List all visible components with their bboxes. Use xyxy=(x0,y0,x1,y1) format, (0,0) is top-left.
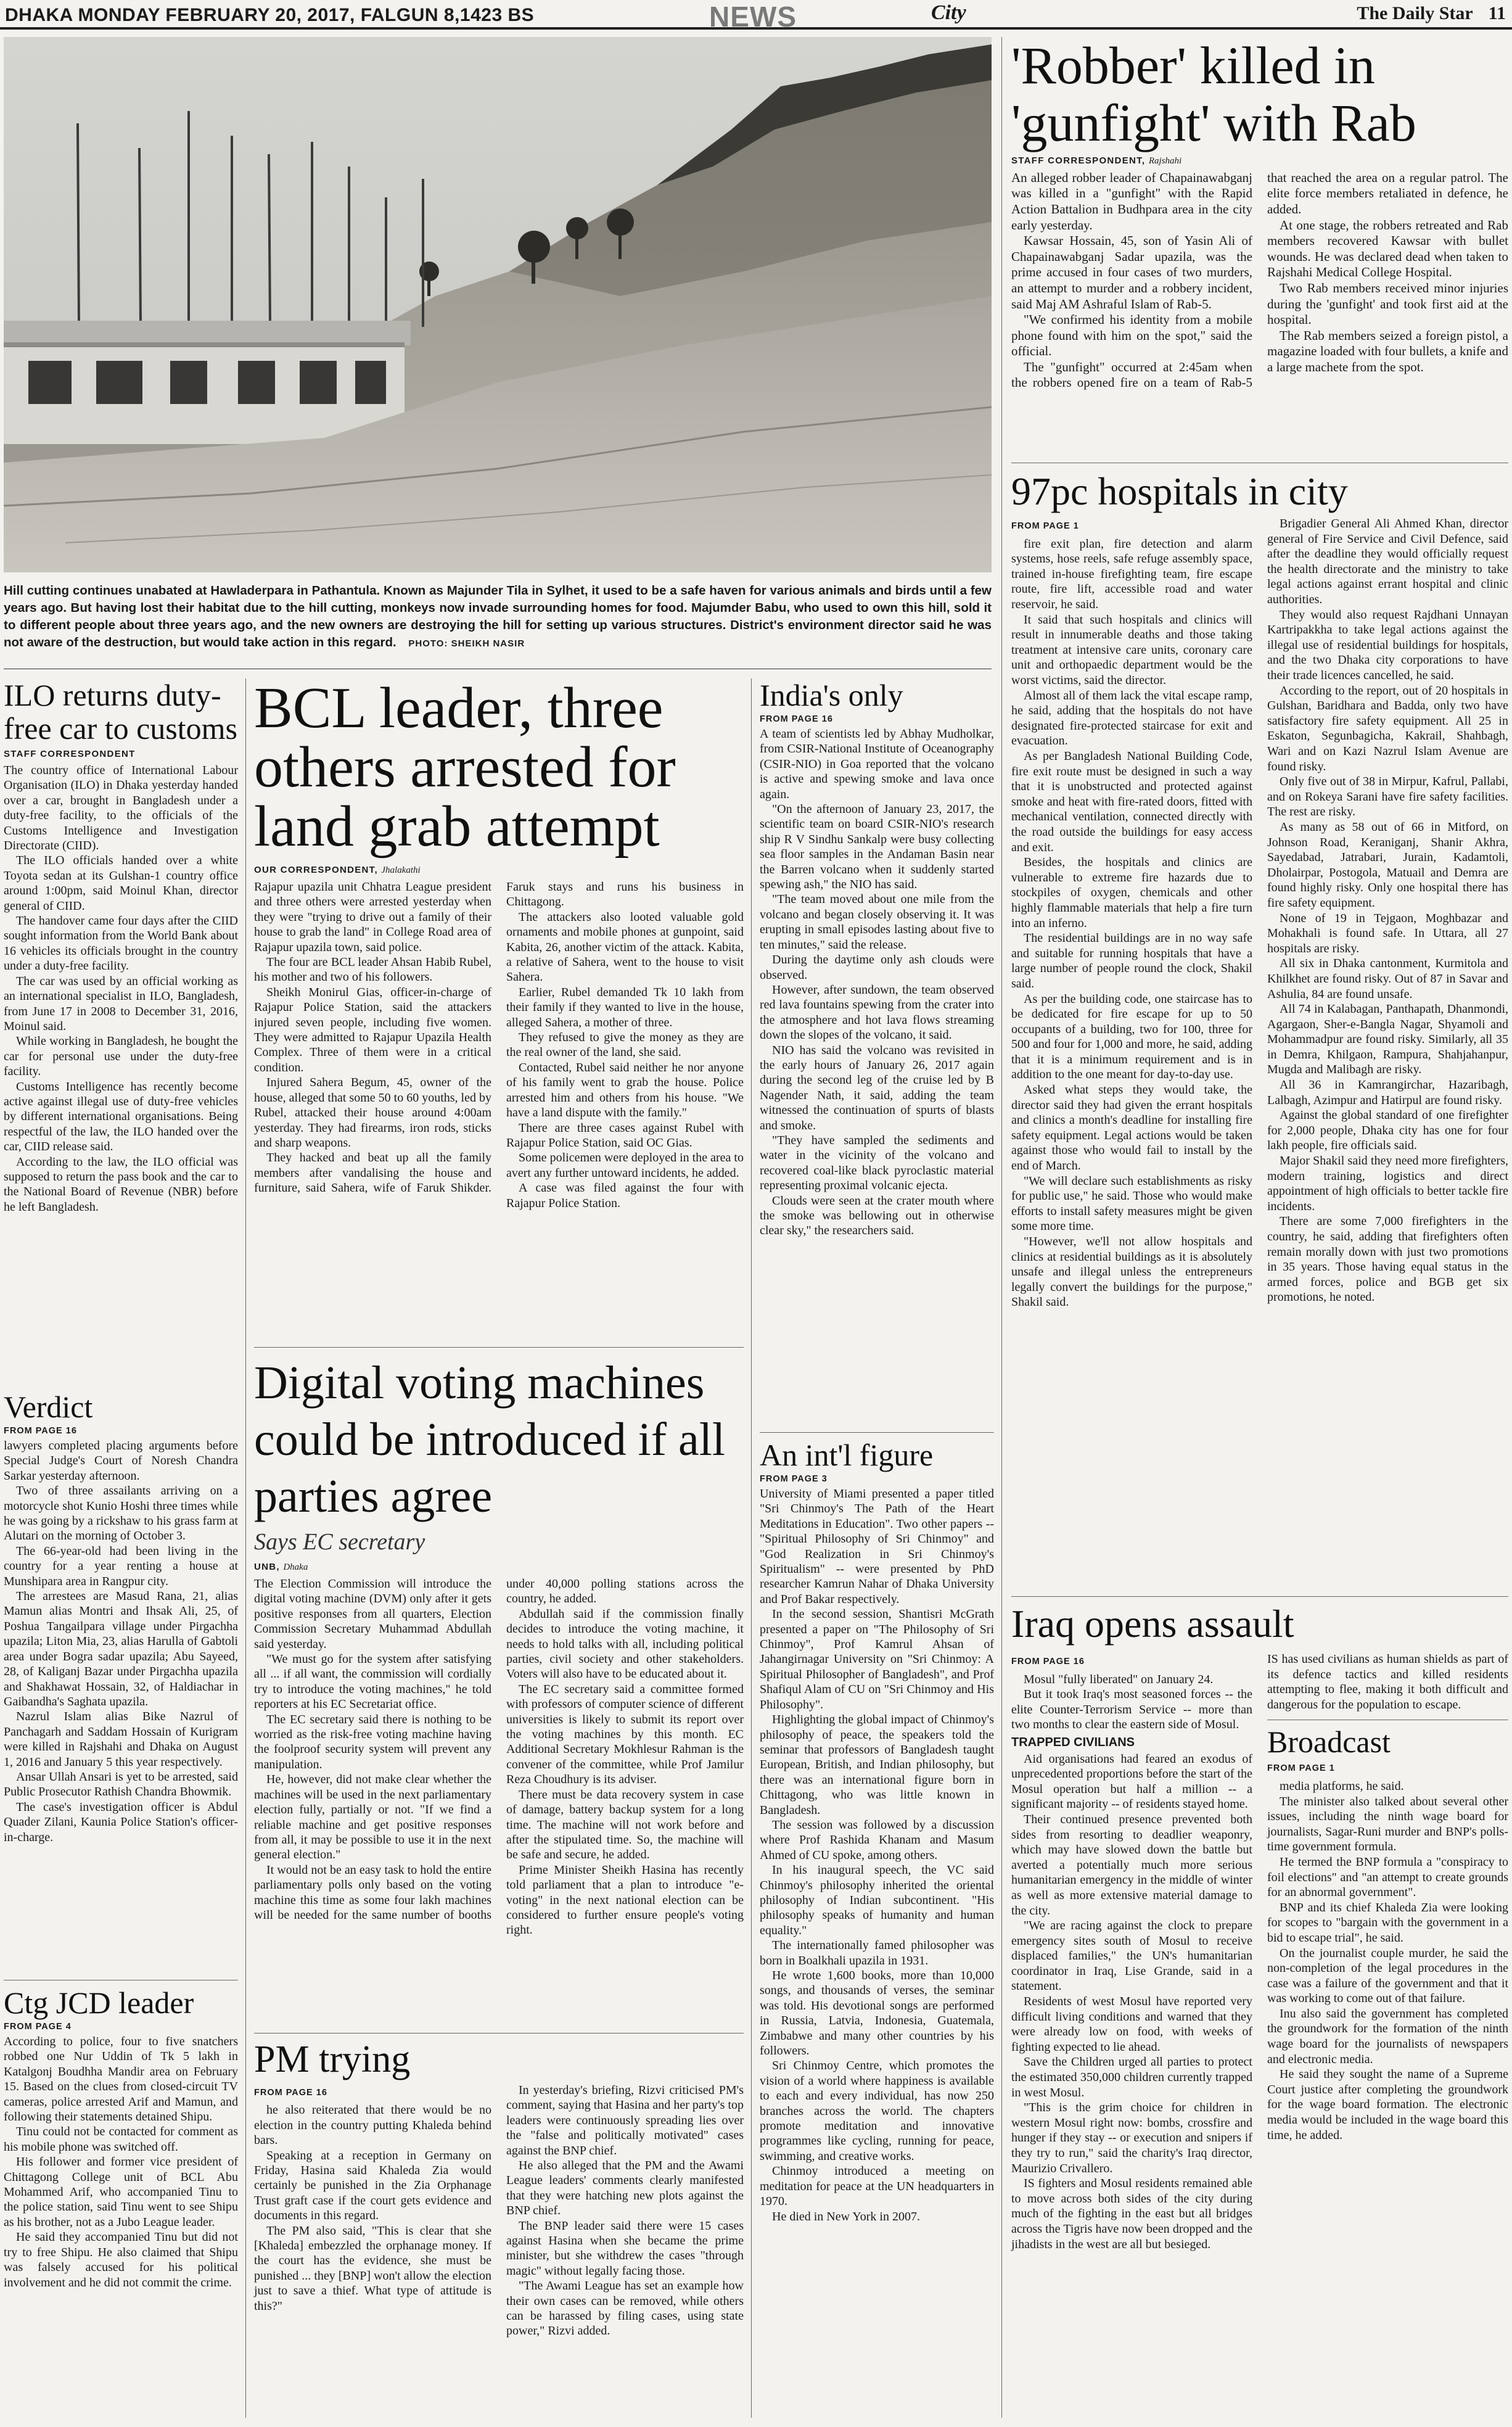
paragraph: Some policemen were deployed in the area to avert any further untoward incidents, he added. xyxy=(506,1151,744,1180)
paragraph: "On the afternoon of January 23, 2017, the scientific team on board CSIR-NIO's research ship R V Sindhu Sankalp were busy collecting sea floor samples in the Andaman Basin near the Barren volcano when it suddenly started spewing ash," the NIO has said. xyxy=(760,802,994,892)
paragraph: While working in Bangladesh, he bought the car for personal use under the duty-free facility. xyxy=(4,1034,238,1079)
article-intl xyxy=(760,1438,994,2224)
paragraph: Earlier, Rubel demanded Tk 10 lakh from their family if they wanted to live in the house, alleged Sahera, a mother of three. xyxy=(506,985,744,1029)
article-robber xyxy=(1011,37,1508,391)
headline-broadcast: Broadcast xyxy=(1267,1724,1391,1760)
paragraph: fire exit plan, fire detection and alarm systems, hose reels, safe refuge assembly space, trained in-house firefighting team, fire escape route, fire lift, accessible road and water reservoir, he said. xyxy=(1011,537,1252,612)
subsection-label: City xyxy=(931,1,966,24)
paragraph: Speaking at a reception in Germany on Friday, Hasina said Khaleda Zia would certainly be punished in the Zia Orphanage Trust graft case if the court gets evidence and documents in this regard. xyxy=(254,2148,491,2223)
paragraph: Brigadier General Ali Ahmed Khan, director general of Fire Service and Civil Defence, said after the deadline they would officially request the health directorate and the ministry to take legal actions against errant hospital and clinic authorities. xyxy=(1267,517,1508,607)
dateline: DHAKA MONDAY FEBRUARY 20, 2017, FALGUN 8,1423 BS xyxy=(5,5,535,25)
paragraph: NIO has said the volcano was revisited in the early hours of January 26, 2017 again during the second leg of the cruise led by B Nagender Nath, it said, adding the team witnessed the continuation of spurts of blasts and smoke. xyxy=(760,1043,994,1132)
paragraph: He, however, did not make clear whether the machines will be used in the next parliamentary election fully, partially or not. "If we find a reliable machine and get positive responses from all, it may be possible to use it in the next general election." xyxy=(254,1773,491,1862)
paragraph: "The team moved about one mile from the volcano and began closely observing it. It was erupting in small episodes lasting about five to ten minutes," said the release. xyxy=(760,892,994,952)
from-page: FROM PAGE 1 xyxy=(1267,1763,1335,1774)
paragraph: The attackers also looted valuable gold ornaments and mobile phones at gunpoint, said Kabita, 26, another victim of the attack. Kabita, a relative of Sahera, went to the house to visit Sahera. xyxy=(506,910,744,984)
headline-robber: 'Robber' killed in 'gunfight' with Rab xyxy=(1011,36,1416,152)
paragraph: As many as 58 out of 66 in Mitford, on Johnson Road, Keraniganj, Shanir Akhra, Sayedabad, Jatrabari, Jurain, Kadamtoli, Dholairpar, Postogola, Matuail and Demra are found highly risky. Only one hospital there has fire safety equipment. xyxy=(1267,820,1508,910)
from-page: FROM PAGE 16 xyxy=(1011,1657,1085,1667)
paragraph: There are three cases against Rubel with Rajapur Police Station, said OC Gias. xyxy=(506,1121,744,1150)
paragraph: Ansar Ullah Ansari is yet to be arrested, said Public Prosecutor Rathish Chandra Bhowmik. xyxy=(4,1770,238,1799)
byline-bcl xyxy=(254,865,744,876)
paragraph: media platforms, he said. xyxy=(1280,1779,1404,1793)
from-page: FROM PAGE 3 xyxy=(760,1474,828,1484)
page-number: 11 xyxy=(1488,3,1506,23)
paragraph: lawyers completed placing arguments before Special Judge's Court of Noresh Chandra Sarkar yesterday afternoon. xyxy=(4,1439,238,1483)
body-bcl xyxy=(254,880,744,1312)
paragraph: His follower and former vice president of Chittagong College unit of BCL Abu Mohammed Arif, who accompanied Tinu to the police station, said Tinu went to see Shipu as his brother, not as a Jubo League leader. xyxy=(4,2155,238,2229)
body-intl xyxy=(760,1486,994,2224)
paragraph: Kawsar Hossain, 45, son of Yasin Ali of Chapainawabganj Sadar upazila, was the prime accused in four cases of two murders, an attempt to murder and a robbery incident, said Maj AM Ashraful Islam of Rab-5. xyxy=(1011,233,1252,311)
headline-intl: An int'l figure xyxy=(760,1438,934,1472)
section-label: NEWS xyxy=(709,1,797,33)
body-pm xyxy=(254,2083,744,2416)
article-iraq xyxy=(1011,1602,1508,2423)
body-india xyxy=(760,727,994,1238)
paragraph: Major Shakil said they need more firefighters, modern training, logistics and direct appointment of high officials to better tackle fire incidents. xyxy=(1267,1154,1508,1213)
from-page: FROM PAGE 1 xyxy=(1011,521,1079,532)
paragraph: Tinu could not be contacted for comment as his mobile phone was switched off. xyxy=(4,2125,238,2154)
paragraph: he also reiterated that there would be no election in the country putting Khaleda behind bars. xyxy=(254,2103,491,2148)
paragraph: The car was used by an official working as an international specialist in ILO, Bangladesh, from June 17 in 2008 to December 31, 2016, Moinul said. xyxy=(4,974,238,1033)
body-robber xyxy=(1011,170,1508,391)
byline-voting xyxy=(254,1562,744,1573)
paragraph: Save the Children urged all parties to protect the estimated 350,000 children currently trapped in west Mosul. xyxy=(1011,2055,1252,2099)
paragraph: Customs Intelligence has recently become active against illegal use of duty-free vehicles by different international organisations. Being respectful of the law, the ILO handed over the car, CIID release said. xyxy=(4,1079,238,1154)
paragraph: According to police, four to five snatchers robbed one Nur Uddin of Tk 5 lakh in Katalgonj Boudhha Mandir area on February 15. Based on the clues from closed-circuit TV cameras, police arrested Arif and Mamun, and following their statements detained Shipu. xyxy=(4,2035,238,2124)
body-ilo xyxy=(4,763,238,1214)
paragraph: As per Bangladesh National Building Code, fire exit route must be designed in such a way that it is unobstructed and protected against smoke and heat with fire-rated doors, fitted with mechanical ventilation, connected directly with the road outside the buildings for easy access and exit. xyxy=(1011,749,1252,854)
article-verdict xyxy=(4,1390,238,1845)
paragraph: Only five out of 38 in Mirpur, Kafrul, Pallabi, and on Rokeya Sarani have fire safety facilities. The rest are risky. xyxy=(1267,775,1508,819)
paragraph: A case was filed against the four with Rajapur Police Station. xyxy=(506,1181,744,1210)
paragraph: Against the global standard of one firefighter for 2,000 people, Dhaka city has one for four lakh people, fire officials said. xyxy=(1267,1108,1508,1153)
article-voting xyxy=(254,1354,744,2027)
paragraph: Almost all of them lack the vital escape ramp, he said, adding that the hospitals do not have designated fire-protected staircase for exit and evacuation. xyxy=(1011,688,1252,748)
headline-iraq: Iraq opens assault xyxy=(1011,1602,1294,1646)
paragraph: Besides, the hospitals and clinics are vulnerable to extreme fire hazards due to stockpiles of oxygen, chemicals and other highly flammable materials that help a fire turn into an inferno. xyxy=(1011,855,1252,930)
paragraph: He died in New York in 2007. xyxy=(772,2209,920,2223)
paragraph: Injured Sahera Begum, 45, owner of the house, alleged that some 50 to 60 youths, led by Rubel, attacked their house around 4:00am yesterday. They had firearms, iron rods, sticks and sharp weapons. xyxy=(254,1076,491,1150)
subhead: TRAPPED CIVILIANS xyxy=(1011,1735,1135,1749)
paragraph: He termed the BNP formula a "conspiracy to foil elections" and "an attempt to create grounds for an abnormal government". xyxy=(1267,1855,1508,1900)
article-hospitals xyxy=(1011,470,1508,1310)
paper-name: The Daily Star xyxy=(1357,3,1473,23)
from-page: FROM PAGE 16 xyxy=(4,1426,77,1436)
paragraph: Clouds were seen at the crater mouth where the smoke was bellowing out in otherwise clear sky," the researchers said. xyxy=(760,1193,994,1238)
article-india xyxy=(760,678,994,1238)
body-ctg xyxy=(4,2034,238,2290)
article-bcl xyxy=(254,678,744,1312)
paragraph: All 36 in Kamrangirchar, Hazaribagh, Lalbagh, Azimpur and Hatirpul are found risky. xyxy=(1267,1078,1508,1107)
paragraph: The PM also said, "This is clear that she [Khaleda] embezzled the orphanage money. If the court has the evidence, she must be punished ... they [BNP] won't allow the election just to save a thief. What type of attitude is this?" xyxy=(254,2223,491,2313)
paragraph: The EC secretary said there is nothing to be worried as the risk-free voting machine having the foolproof security system will prevent any manipulation. xyxy=(254,1712,491,1771)
paragraph: On the journalist couple murder, he said the non-completion of the legal procedures in the case was a failure of the government and that it was working to come out of that failure. xyxy=(1267,1946,1508,2006)
paragraph: Abdullah said if the commission finally decides to introduce the voting machine, it needs to hold talks with all, including political parties, civil society and other stakeholders. Voters will also have to be educated about it. xyxy=(506,1607,744,1681)
paragraph: The residential buildings are in no way safe and suitable for running hospitals that have a large number of people round the clock, Shakil said. xyxy=(1011,931,1252,991)
paragraph: It said that such hospitals and clinics will result in innumerable deaths and those taking treatment at intensive care units, coronary care unit and orthopaedic department would be the worst victims, said the director. xyxy=(1011,612,1252,688)
paragraph: They would also request Rajdhani Unnayan Kartripakkha to take legal actions against the illegal use of residential buildings for hospitals, and the two Dhaka city corporations to have their trade licences cancelled, he said. xyxy=(1267,608,1508,683)
paragraph: The session was followed by a discussion where Prof Rashida Khanam and Masum Ahmed of CU spoke, among others. xyxy=(760,1818,994,1862)
section-rule xyxy=(254,1347,744,1348)
column-rule xyxy=(1001,37,1002,2418)
column-rule xyxy=(751,678,752,2418)
paragraph: Sheikh Monirul Gias, officer-in-charge of Rajapur Police Station, said the attackers injured seven people, including five women. They were admitted to Rajapur Upazila Health Complex. Three of them were in a critical condition. xyxy=(254,985,491,1074)
article-pm xyxy=(254,2039,744,2416)
paragraph: The case's investigation officer is Abdul Quader Zilani, Kaunia Police Station's officer-in-charge. xyxy=(4,1800,238,1844)
paragraph: Residents of west Mosul have reported very difficult living conditions and warned that they were already low on food, with weeks of fighting expected to lie ahead. xyxy=(1011,1995,1252,2054)
headline-pm: PM trying xyxy=(254,2038,411,2080)
byline-text: UNB, xyxy=(254,1562,280,1572)
paragraph: Highlighting the global impact of Chinmoy's philosophy of peace, the speakers told the seminar that professors of Bangladesh taught European, British, and Indian philosophy, but there was an international figure born in Chittagong, who was little known in Bangladesh. xyxy=(760,1713,994,1817)
paragraph: BNP and its chief Khaleda Zia were looking for scopes to "bargain with the government in a bid to escape trial", he said. xyxy=(1267,1900,1508,1945)
paragraph: There must be data recovery system in case of damage, battery backup system for a long time. The machine will not work before and after the stipulated time. So, the machine will be safe and secure, he added. xyxy=(506,1787,744,1862)
paragraph: "We are racing against the clock to prepare emergency sites south of Mosul to receive displaced families," the UN's humanitarian coordinator in Iraq, Lise Grande, said in a statement. xyxy=(1011,1919,1252,1993)
paragraph: According to the report, out of 20 hospitals in Gulshan, Baridhara and Badda, only two have satisfactory fire safety equipment. All 25 in Eskaton, Segunbagicha, Kakrail, Shahbagh, Wari and on Kazi Nazrul Islam Avenue are found risky. xyxy=(1267,683,1508,773)
paragraph: According to the law, the ILO official was supposed to return the pass book and the car to the National Board of Revenue (NBR) before he left Bangladesh. xyxy=(4,1155,238,1214)
paragraph: The ILO officials handed over a white Toyota sedan at its Gulshan-1 country office around 1:00pm, said Moinul Khan, director general of CIID. xyxy=(4,854,238,913)
paragraph: Their continued presence prevented both sides from resorting to deadlier weaponry, which may have slowed down the battle but averted a potentially much more serious humanitarian emergency in the middle of winter as well as more extensive material damage to the city. xyxy=(1011,1812,1252,1918)
paragraph: The handover came four days after the CIID sought information from the World Bank about 16 vehicles its officials brought in the country under a duty-free facility. xyxy=(4,914,238,973)
paragraph: He wrote 1,600 books, more than 10,000 songs, and thousands of verses, the seminar was told. His devotional songs are performed in Russia, Latvia, Indonesia, Guatemala, Zimbabwe and many other countries by his followers. xyxy=(760,1969,994,2058)
paragraph: The "gunfight" occurred at 2:45am when the robbers opened fire on a team of Rab-5 that reached the area on a regular patrol. The elite force members retaliated in defence, he added. xyxy=(1011,170,1508,390)
paragraph: The Election Commission will introduce the digital voting machine (DVM) only after it gets positive responses from all quarters, Election Commission Secretary Muhammad Abdullah said yesterday. xyxy=(254,1577,491,1651)
paragraph: "The Awami League has set an example how their own cases can be removed, while others can be harassed by filing cases, using state power," Rizvi added. xyxy=(506,2279,744,2338)
paragraph: The minister also talked about several other issues, including the ninth wage board for journalists, Sagar-Runi murder and BNP's polls-time government formula. xyxy=(1267,1794,1508,1854)
paragraph: All 74 in Kalabagan, Panthapath, Dhanmondi, Agargaon, Sher-e-Bangla Nagar, Shyamoli and Mohammadpur are found risky. Similarly, all 35 in Demra, Khilgaon, Rampura, Shahjahanpur, Mugda and Malibagh are risky. xyxy=(1267,1002,1508,1077)
paragraph: During the daytime only ash clouds were observed. xyxy=(760,953,994,982)
paragraph: None of 19 in Tejgaon, Moghbazar and Mohakhali is found safe. In Uttara, all 27 hospitals are risky. xyxy=(1267,911,1508,955)
paragraph: All six in Dhaka cantonment, Kurmitola and Khilkhet are found risky. Out of 87 in Savar and Ashulia, 84 are found unsafe. xyxy=(1267,957,1508,1001)
paragraph: However, after sundown, the team observed red lava fountains spewing from the crater into the atmosphere and hot lava flows streaming down the slopes of the volcano, it said. xyxy=(760,983,994,1042)
article-ctg xyxy=(4,1986,238,2290)
paragraph: He said they accompanied Tinu but did not try to free Shipu. He also claimed that Shipu was falsely accused for his political involvement and he did not commit the crime. xyxy=(4,2230,238,2289)
byline-location: Jhalakathi xyxy=(381,865,421,875)
paragraph: Rajapur upazila unit Chhatra League president and three others were arrested yesterday when they were "trying to drive out a family of their house to grab the land" in College Road area of Rajapur upazila town, said police. xyxy=(254,880,491,954)
paragraph: In the second session, Shantisri McGrath presented a paper on "The Philosophy of Sri Chinmoy", Prof Kamrul Ahsan of Jahangirnagar University on "Sri Chinmoy: A Spiritual Philosopher of Bangladesh", and Prof Shafiqul Alam of CU on "Sri Chinmoy and His Philosophy". xyxy=(760,1607,994,1712)
body-hospitals xyxy=(1011,516,1508,1310)
paragraph: Aid organisations had feared an exodus of unprecedented proportions before the start of the Mosul operation but half a million -- a significant majority -- of residents stayed home. xyxy=(1011,1752,1252,1811)
paragraph: Mosul "fully liberated" on January 24. xyxy=(1024,1672,1214,1686)
photo-credit: PHOTO: SHEIKH NASIR xyxy=(408,638,525,649)
body-iraq xyxy=(1011,1652,1252,2252)
headline-ctg: Ctg JCD leader xyxy=(4,1985,194,2020)
headline-ilo: ILO returns duty-free car to customs xyxy=(4,678,238,746)
paragraph: Inu also said the government has completed the groundwork for the formation of the ninth wage board for the journalists of newspapers and electronic media. xyxy=(1267,2006,1508,2066)
headline-voting: Digital voting machines could be introduced if all parties agree xyxy=(254,1357,725,1522)
article-ilo xyxy=(4,678,238,1214)
hill-cutting-photo xyxy=(4,37,992,572)
paper-brand xyxy=(1357,3,1506,24)
headline-hospitals: 97pc hospitals in city xyxy=(1011,469,1348,513)
paragraph: IS fighters and Mosul residents remained able to move across both sides of the city during much of the fighting in the east but all bridges across the Tigris have now been dropped and the jihadists in the west are all but besieged. xyxy=(1011,2177,1252,2251)
paragraph: But it took Iraq's most seasoned forces -- the elite Counter-Terrorism Service -- more than two months to clear the eastern side of Mosul. xyxy=(1011,1687,1252,1732)
paragraph: The arrestees are Masud Rana, 21, alias Mamun alias Montri and Ihsak Ali, 25, of Poshua Tangailpara village under Pirgachha upazila; Liton Mia, 23, alias Harulla of Gabtoli area under Bogra sadar upazila; Abu Sayeed, 28, of Kaliganj Bazar under Pirgachha upazila and Shakhawat Hossain, 32, of Haldiachar in Gaibandha's Saghata upazila. xyxy=(4,1589,238,1708)
paragraph: There are some 7,000 firefighters in the country, he said, adding that firefighters often remain morally down with just two promotions in 35 years. Those having equal status in the armed forces, police and BGB get six promotions, he noted. xyxy=(1267,1214,1508,1304)
paragraph: Contacted, Rubel said neither he nor anyone of his family went to grab the house. Police arrested him and others from his house. "We have a land dispute with the family." xyxy=(506,1060,744,1120)
byline-location: Dhaka xyxy=(283,1562,308,1572)
paragraph: "We will declare such establishments as risky for public use," he said. Those who would make efforts to install safety measures might be given some more time. xyxy=(1011,1174,1252,1234)
paragraph: He also alleged that the PM and the Awami League leaders' comments clearly manifested that they were hatching new plots against the BNP chief. xyxy=(506,2158,744,2218)
paragraph: Nazrul Islam alias Bike Nazrul of Panchagarh and Saddam Hossain of Kurigram were killed in Rajshahi and Dhaka on August 1, 2016 and January 5 this year respectively. xyxy=(4,1710,238,1769)
paragraph: IS has used civilians as human shields as part of its defence tactics and killed residents attempting to flee, making it both difficult and dangerous for the population to escape. xyxy=(1267,1652,1508,1712)
paragraph: Sri Chinmoy Centre, which promotes the vision of a world where happiness is available to each and every individual, has now 250 branches across the world. The chapters promote meditation and innovative programmes like cycling, running for peace, swimming, and creative works. xyxy=(760,2059,994,2163)
paragraph: The BNP leader said there were 15 cases against Hasina when she became the prime minister, but she withdrew the cases "through magic" without legally facing those. xyxy=(506,2219,744,2278)
byline-ilo: STAFF CORRESPONDENT xyxy=(4,749,136,759)
paragraph: The 66-year-old had been living in the country for a year renting a house at Munshipara area in Rangpur city. xyxy=(4,1544,238,1588)
paragraph: He said they sought the name of a Supreme Court justice after completing the groundwork for the wage board formation. The electronic media would be included in the wage board this time, he added. xyxy=(1267,2067,1508,2142)
paragraph: Two Rab members received minor injuries during the 'gunfight' and took first aid at the hospital. xyxy=(1267,280,1508,328)
paragraph: University of Miami presented a paper titled "Sri Chinmoy's The Path of the Heart Meditations in Education". Two other papers -- "Spiritual Philosophy of Sri Chinmoy" and "God Realization in Sri Chinmoy's Spiritualism" -- were presented by PhD researcher Kamrun Nahar of Dhaka University and Prof Bakar respectively. xyxy=(760,1487,994,1606)
paragraph: A team of scientists led by Abhay Mudholkar, from CSIR-National Institute of Oceanography (CSIR-NIO) in Goa reported that the volcano is active and spewing smoke and lava once again. xyxy=(760,727,994,801)
paragraph: Chinmoy introduced a meeting on meditation for peace at the UN headquarters in 1970. xyxy=(760,2164,994,2209)
paragraph: In his inaugural speech, the VC said Chinmoy's philosophy inherited the oriental philosophy of Indian subcontinent. "His philosophy speaks of humanity and human equality." xyxy=(760,1863,994,1937)
paragraph: "However, we'll not allow hospitals and clinics at residential buildings as it is absolutely unsafe and illegal unless the entrepreneurs legally convert the buildings for the purpose," Shakil said. xyxy=(1011,1235,1252,1309)
paragraph: The EC secretary said a committee formed with professors of computer science of different universities is likely to submit its report over the voting machines by this month. EC Additional Secretary Mokhlesur Rahman is the convener of the committee, while Prof Jamilur Reza Choudhury is its adviser. xyxy=(506,1682,744,1787)
byline-location: Rajshahi xyxy=(1148,155,1182,166)
paragraph: In yesterday's briefing, Rizvi criticised PM's comment, saying that Hasina and her party's top leaders were continuously spreading lies over the "false and politically motivated" cases against the BNP chief. xyxy=(506,2083,744,2157)
section-rule xyxy=(1011,1596,1508,1597)
paragraph: "We confirmed his identity from a mobile phone found with him on the spot," said the official. xyxy=(1011,312,1252,359)
section-rule xyxy=(760,1432,994,1433)
paragraph: The four are BCL leader Ahsan Habib Rubel, his mother and two of his followers. xyxy=(254,955,491,984)
headline-verdict: Verdict xyxy=(4,1390,93,1424)
from-page: FROM PAGE 4 xyxy=(4,2022,72,2032)
body-voting xyxy=(254,1576,744,2027)
from-page: FROM PAGE 16 xyxy=(760,714,833,724)
body-iraq-cont xyxy=(1267,1652,1508,2143)
byline-robber xyxy=(1011,155,1508,167)
paragraph: "This is the grim choice for children in western Mosul right now: bombs, crossfire and hunger if they stay -- or execution and snipers if they try to run," said the charity's Iraq director, Maurizio Crivallero. xyxy=(1011,2101,1252,2175)
column-rule xyxy=(245,678,246,2418)
paragraph: Two of three assailants arriving on a motorcycle shot Kunio Hoshi three times while he was going by a rickshaw to his grass farm at Alutari on the morning of October 3. xyxy=(4,1484,238,1543)
masthead xyxy=(0,0,1512,33)
headline-bcl: BCL leader, three others arrested for land grab attempt xyxy=(254,676,676,859)
paragraph: Prime Minister Sheikh Hasina has recently told parliament that a plan to introduce "e-voting" in the next national election can be considered to further ensure people's voting right. xyxy=(506,1863,744,1937)
byline-text: STAFF CORRESPONDENT, xyxy=(1011,155,1146,166)
headline-india: India's only xyxy=(760,678,903,712)
paragraph: The Rab members seized a foreign pistol, a magazine loaded with four bullets, a knife and a large machete from the spot. xyxy=(1267,328,1508,374)
paragraph: At one stage, the robbers retreated and Rab members recovered Kawsar with bullet wounds. He was declared dead when taken to Rajshahi Medical College Hospital. xyxy=(1267,217,1508,280)
paragraph: "We must go for the system after satisfying all ... if all want, the commission will cordially try to introduce the voting machines," he told reporters at his EC Secretariat office. xyxy=(254,1652,491,1712)
photo-caption xyxy=(4,582,992,653)
paragraph: Asked what steps they would take, the director said they had given the errant hospitals and clinics a month's deadline for installing fire safety equipment. Legal actions would be taken against those who would fail to install by the end of March. xyxy=(1011,1083,1252,1173)
body-verdict xyxy=(4,1438,238,1845)
paragraph: As per the building code, one staircase has to be dedicated for fire escape for up to 50 occupants of a building, two for 100, three for 500 and four for 1,000 and more, he said, adding that it is a minimum requirement and is in addition to the one meant for day-to-day use. xyxy=(1011,992,1253,1082)
byline-text: OUR CORRESPONDENT, xyxy=(254,865,378,875)
from-page: FROM PAGE 16 xyxy=(254,2087,327,2098)
paragraph: They refused to give the money as they are the real owner of the land, she said. xyxy=(506,1031,744,1060)
caption-text: Hill cutting continues unabated at Hawladerpara in Pathantula. Known as Majunder Tila in Sylhet, it used to be a safe haven for various animals and birds until a few years ago. But having lost their habitat due to the hill cutting, monkeys now invade surrounding homes for food. Majumder Babu, who used to own this hill, sold it to different people about three years ago, and the new owners are destroying the hill for setting up various structures. District's environment director said he was not aware of the destruction, but would take action in this regard. xyxy=(4,583,992,649)
paragraph: The internationally famed philosopher was born in Boalkhali upazila in 1931. xyxy=(760,1939,994,1968)
paragraph: "They have sampled the sediments and water in the vicinity of the volcano and recovered coal-like black pyroclastic material representing proximal volcanic ejecta. xyxy=(760,1133,994,1193)
paragraph: They hacked and beat up all the family members after vandalising the house and furniture, said Sahera, wife of Faruk Shikder. Faruk stays and runs his business in Chittagong. xyxy=(254,880,744,1195)
paragraph: It would not be an easy task to hold the entire parliamentary polls only based on the voting machine this time as some four lakh machines will be needed for the same number of booths under 40,000 polling stations across the country, he added. xyxy=(254,1577,744,1922)
paragraph: The country office of International Labour Organisation (ILO) in Dhaka yesterday handed over a car, brought in Bangladesh under a duty-free facility, to the officials of the Customs Intelligence and Investigation Directorate (CIID). xyxy=(4,764,238,853)
kicker-voting: Says EC secretary xyxy=(254,1529,425,1555)
paragraph: An alleged robber leader of Chapainawabganj was killed in a "gunfight" with the Rapid Action Battalion in Budhpara area in the city early yesterday. xyxy=(1011,170,1252,233)
